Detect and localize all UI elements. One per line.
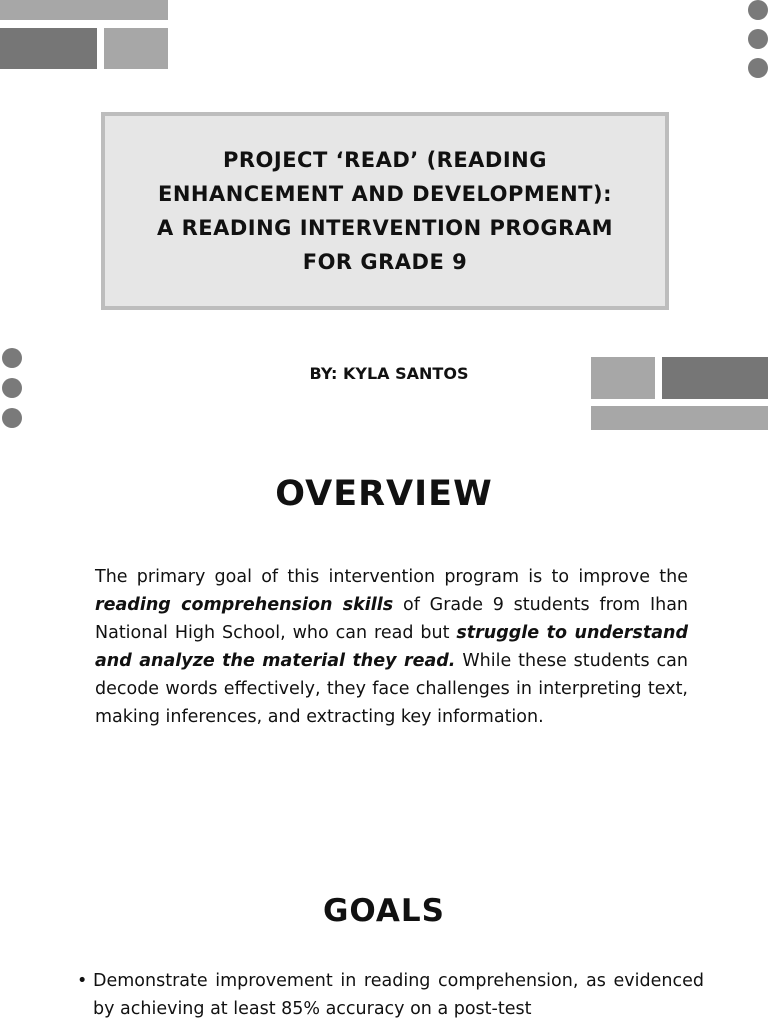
decor-bar-right	[591, 406, 768, 430]
decor-dot	[748, 58, 768, 78]
goal-text: Demonstrate improvement in reading comprehension, as evidenced by achieving at least 85% accuracy on a post-test	[93, 971, 704, 1019]
goals-heading: GOALS	[322, 893, 446, 929]
decor-block-light	[104, 28, 168, 69]
goals-list	[77, 967, 704, 1023]
title-line: PROJECT ‘READ’ (READING	[222, 148, 547, 172]
bullet-icon: •	[77, 971, 88, 991]
decor-dot	[2, 408, 22, 428]
decor-dot	[748, 29, 768, 49]
overview-heading: OVERVIEW	[275, 474, 493, 514]
decor-block-dark	[662, 357, 768, 399]
author-line: BY: KYLA SANTOS	[309, 364, 469, 383]
overview-emphasis: struggle to understand and analyze the material they read.	[95, 623, 689, 671]
overview-text: While these students can decode words effectively, they face challenges in interpreting text, making inferences, and extracting key information.	[95, 651, 688, 727]
document-title	[147, 143, 623, 279]
overview-emphasis: reading comprehension skills	[95, 595, 394, 615]
title-line: A READING INTERVENTION PROGRAM	[157, 216, 613, 240]
decor-dot	[748, 0, 768, 20]
decor-block-dark	[0, 28, 97, 69]
overview-text: of Grade 9 students from Ihan National High School, who can read but	[95, 595, 689, 643]
overview-text: The primary goal of this intervention program is to improve the	[95, 567, 688, 587]
title-line: FOR GRADE 9	[302, 250, 468, 274]
decor-bar-top	[0, 0, 168, 20]
title-box	[101, 112, 669, 310]
overview-paragraph	[95, 563, 688, 731]
decor-block-light	[591, 357, 655, 399]
goal-item	[77, 967, 704, 1023]
title-line: ENHANCEMENT AND DEVELOPMENT):	[157, 182, 612, 206]
